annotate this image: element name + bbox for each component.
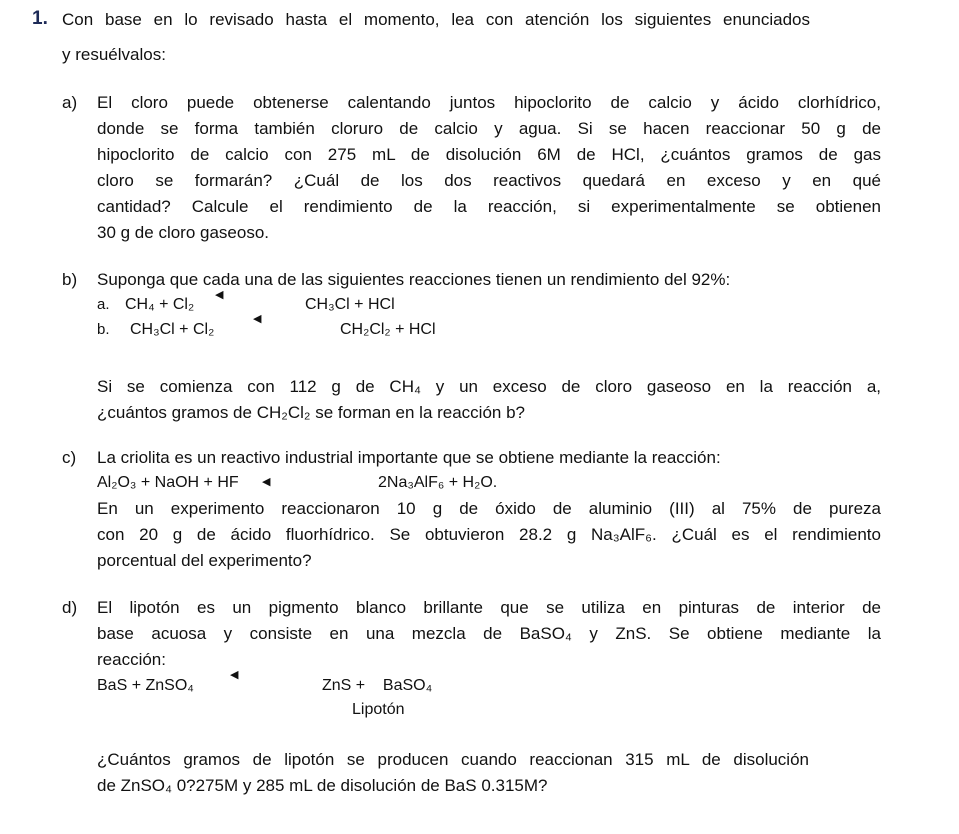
item-c-reactants: Al₂O₃ + NaOH + HF [97, 474, 239, 491]
item-c-line: con 20 g de ácido fluorhídrico. Se obtuvieron 28.2 g Na₃AlF₆. ¿Cuál es el rendimiento [97, 525, 881, 544]
item-b-question: Si se comienza con 112 g de CH₄ y un exceso de cloro gaseoso en la reacción a, [97, 377, 881, 396]
item-a-line: El cloro puede obtenerse calentando juntos hipoclorito de calcio y ácido clorhídrico, [97, 93, 881, 112]
reaction-a-products: CH₃Cl + HCl [305, 296, 395, 313]
item-b-question: ¿cuántos gramos de CH₂Cl₂ se forman en la reacción b? [97, 403, 526, 422]
item-a-line: hipoclorito de calcio con 275 mL de disolución 6M de HCl, ¿cuántos gramos de gas [97, 145, 881, 164]
item-c-label: c) [62, 448, 77, 467]
reaction-a-label: a. [97, 296, 110, 313]
arrow-icon: ◀ [215, 289, 224, 301]
item-a-line: 30 g de cloro gaseoso. [97, 223, 270, 242]
reaction-b-reactants: CH₃Cl + Cl₂ [130, 321, 215, 338]
item-c-line: porcentual del experimento? [97, 551, 312, 570]
item-a-label: a) [62, 93, 78, 112]
intro-line: y resuélvalos: [62, 45, 166, 64]
item-b-label: b) [62, 270, 78, 289]
item-d-products: ZnS + BaSO₄ [322, 677, 433, 694]
item-a-line: cantidad? Calcule el rendimiento de la reacción, si experimentalmente se obtienen [97, 197, 881, 216]
item-a-line: cloro se formarán? ¿Cuál de los dos reactivos quedará en exceso y en qué [97, 171, 881, 190]
item-b-intro: Suponga que cada una de las siguientes reacciones tienen un rendimiento del 92%: [97, 270, 731, 289]
arrow-icon: ◀ [253, 313, 262, 325]
item-d-line: El lipotón es un pigmento blanco brillante que se utiliza en pinturas de interior de [97, 598, 881, 617]
item-d-label: d) [62, 598, 78, 617]
reaction-a-reactants: CH₄ + Cl₂ [125, 296, 195, 313]
item-d-line: base acuosa y consiste en una mezcla de BaSO₄ y ZnS. Se obtiene mediante la [97, 624, 881, 643]
reaction-b-products: CH₂Cl₂ + HCl [340, 321, 436, 338]
question-number: 1. [32, 8, 48, 29]
item-d-question: de ZnSO₄ 0?275M y 285 mL de disolución de BaS 0.315M? [97, 776, 548, 795]
item-d-question: ¿Cuántos gramos de lipotón se producen cuando reaccionan 315 mL de disolución [97, 750, 809, 769]
item-d-line: reacción: [97, 650, 166, 669]
item-c-products: 2Na₃AlF₆ + H₂O. [378, 474, 498, 491]
item-d-reactants: BaS + ZnSO₄ [97, 677, 194, 694]
arrow-icon: ◀ [262, 476, 271, 488]
item-c-intro: La criolita es un reactivo industrial importante que se obtiene mediante la reacción: [97, 448, 721, 467]
reaction-b-label: b. [97, 321, 110, 338]
item-a-line: donde se forma también cloruro de calcio y agua. Si se hacen reaccionar 50 g de [97, 119, 881, 138]
product-name: Lipotón [352, 701, 405, 718]
item-c-line: En un experimento reaccionaron 10 g de óxido de aluminio (III) al 75% de pureza [97, 499, 881, 518]
arrow-icon: ◀ [230, 669, 239, 681]
intro-line: Con base en lo revisado hasta el momento, lea con atención los siguientes enunciados [62, 10, 810, 29]
